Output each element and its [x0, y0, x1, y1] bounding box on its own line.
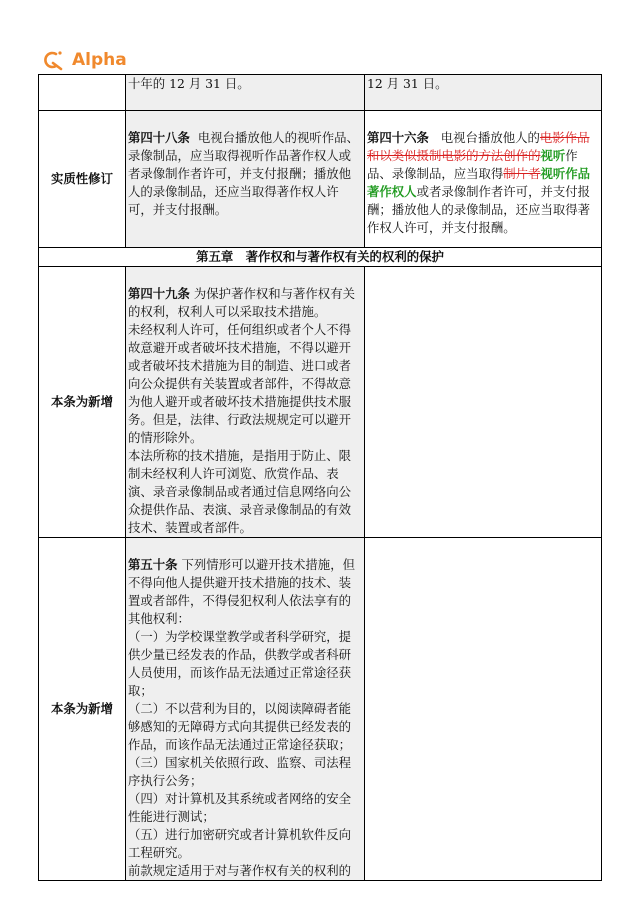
- brand-logo: [42, 48, 127, 72]
- article-paragraph: [128, 285, 362, 321]
- table-row: [39, 75, 602, 111]
- article-number: 第四十九条: [128, 286, 190, 301]
- article-number: 第五十条: [128, 557, 178, 572]
- table-row: [39, 248, 602, 267]
- new-text: 12 月 31 日。: [367, 76, 448, 91]
- chapter-heading: 第五章 著作权和与著作权有关的权利的保护: [39, 248, 602, 267]
- old-text-cell: [126, 267, 365, 538]
- brand-name: Alpha: [72, 50, 127, 70]
- row-label: 本条为新增: [39, 538, 126, 881]
- new-text-cell: [365, 111, 602, 248]
- row-label: 本条为新增: [39, 267, 126, 538]
- paragraph-text: 为保护著作权和与著作权有关的权利，权利人可以采取技术措施。: [128, 286, 355, 319]
- article-paragraph: （二）不以营利为目的，以阅读障碍者能够感知的无障碍方式向其提供已经发表的作品，而该作品无法通过正常途径获取；: [128, 701, 352, 752]
- article-text: 电视台播放他人的视听作品、录像制品，应当取得视听作品著作权人或者录像制作者许可，并支付报酬；播放他人的录像制品，还应当取得著作权人许可，并支付报酬。: [128, 130, 359, 217]
- table-row: [39, 538, 602, 881]
- inserted-text: 视听: [540, 148, 566, 163]
- new-text-cell: [365, 75, 602, 111]
- inserted-text: 视听作品著作权人: [367, 166, 591, 199]
- paragraph-text: 下列情形可以避开技术措施，但不得向他人提供避开技术措施的技术、装置或者部件，不得侵犯权利人依法享有的其他权利：: [128, 557, 355, 626]
- new-text-cell: [365, 267, 602, 538]
- text-segment: 作品、录像制品，应当取得: [367, 148, 578, 181]
- row-label: 实质性修订: [39, 111, 126, 248]
- article-paragraph: 前款规定适用于对与著作权有关的权利的: [128, 863, 352, 878]
- article-paragraph: 本法所称的技术措施，是指用于防止、限制未经权利人许可浏览、欣赏作品、表演、录音录像制品或者通过信息网络向公众提供作品、表演、录音录像制品的有效技术、装置或者部件。: [128, 448, 352, 535]
- article-paragraph: （四）对计算机及其系统或者网络的安全性能进行测试；: [128, 791, 352, 824]
- article-number: 第四十六条: [367, 130, 429, 145]
- old-text: 十年的 12 月 31 日。: [128, 76, 250, 91]
- text-segment: 电视台播放他人的: [440, 130, 540, 145]
- deleted-text: 制片者: [503, 166, 541, 181]
- old-text-cell: [126, 75, 365, 111]
- comparison-table: [38, 74, 602, 881]
- old-text-cell: [126, 111, 365, 248]
- row-label: [39, 75, 126, 111]
- article-paragraph: （一）为学校课堂教学或者科学研究，提供少量已经发表的作品，供教学或者科研人员使用，而该作品无法通过正常途径获取；: [128, 629, 352, 698]
- text-segment: 或者录像制作者许可，并支付报酬；播放他人的录像制品，还应当取得著作权人许可，并支付报酬。: [367, 184, 591, 235]
- article-number: 第四十八条: [128, 130, 190, 145]
- article-paragraph: [128, 556, 362, 628]
- table-row: [39, 267, 602, 538]
- old-text-cell: [126, 538, 365, 881]
- article-paragraph: （三）国家机关依照行政、监察、司法程序执行公务；: [128, 755, 352, 788]
- new-text-cell: [365, 538, 602, 881]
- article-paragraph: 未经权利人许可，任何组织或者个人不得故意避开或者破坏技术措施，不得以避开或者破坏技术措施为目的制造、进口或者向公众提供有关装置或者部件，不得故意为他人避开或者破坏技术措施提供技术服务。但是，法律、行政法规规定可以避开的情形除外。: [128, 322, 352, 445]
- alpha-logo-icon: [42, 48, 66, 72]
- article-paragraph: （五）进行加密研究或者计算机软件反向工程研究。: [128, 827, 352, 860]
- deleted-text: 电影作品和以类似摄制电影的方法创作的: [367, 130, 590, 163]
- table-row: [39, 111, 602, 248]
